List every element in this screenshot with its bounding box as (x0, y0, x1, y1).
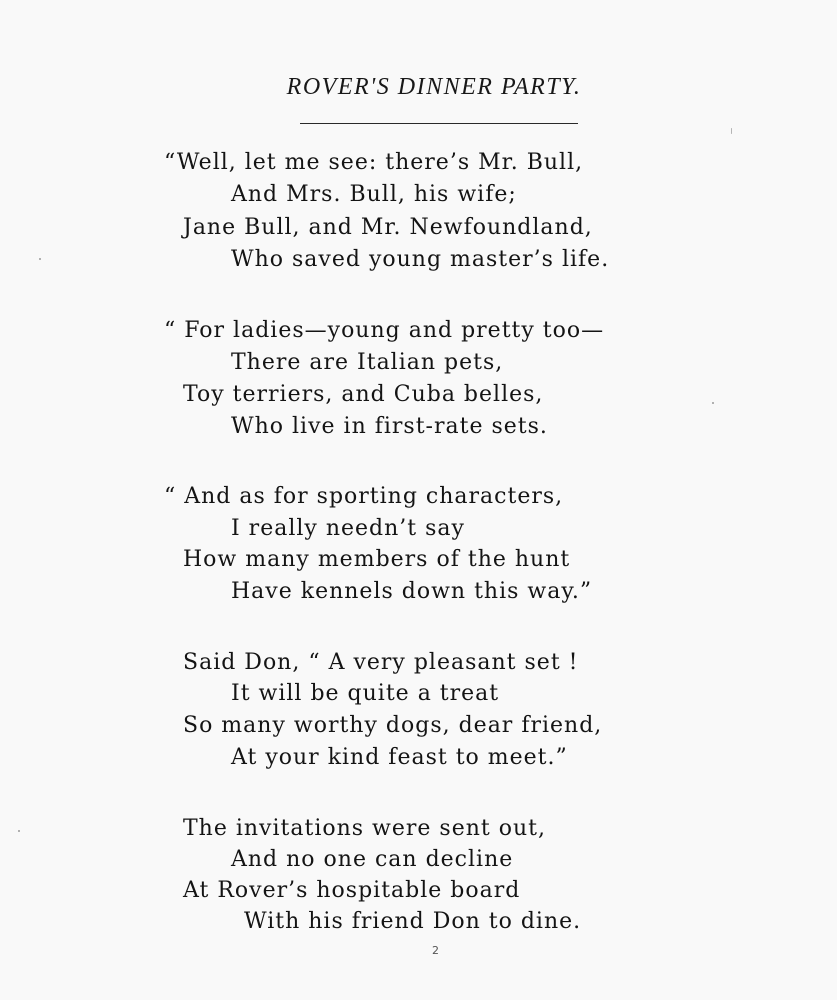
paper-speck (18, 830, 20, 832)
poem-line: I really needn’t say (231, 516, 465, 541)
poem-line: And no one can decline (231, 847, 514, 872)
poem-line: Who saved young master’s life. (231, 247, 610, 272)
poem-line: Said Don, “ A very pleasant set ! (183, 650, 579, 675)
poem-line: So many worthy dogs, dear friend, (183, 713, 603, 738)
poem-line: There are Italian pets, (231, 350, 504, 375)
poem-line: At your kind feast to meet.” (231, 745, 568, 770)
paper-speck (39, 258, 41, 260)
poem-line: It will be quite a treat (231, 681, 500, 706)
poem-line: The invitations were sent out, (183, 816, 546, 841)
page-title: ROVER'S DINNER PARTY. (286, 74, 582, 100)
poem-line: How many members of the hunt (183, 547, 571, 572)
poem-line: With his friend Don to dine. (244, 909, 582, 934)
page-number: 2 (432, 944, 439, 957)
poem-line: And Mrs. Bull, his wife; (231, 182, 517, 207)
poem-line: Toy terriers, and Cuba belles, (183, 382, 544, 407)
poem-line: “ And as for sporting characters, (164, 484, 564, 509)
poem-line: “ For ladies—young and pretty too— (164, 318, 605, 343)
poem-line: Jane Bull, and Mr. Newfoundland, (183, 215, 593, 240)
poem-line: Have kennels down this way.” (231, 579, 593, 604)
paper-speck (712, 402, 714, 404)
poem-line: “Well, let me see: there’s Mr. Bull, (164, 150, 584, 175)
poem-line: At Rover’s hospitable board (183, 878, 521, 903)
paper-speck (731, 128, 732, 134)
poem-line: Who live in first-rate sets. (231, 414, 548, 439)
